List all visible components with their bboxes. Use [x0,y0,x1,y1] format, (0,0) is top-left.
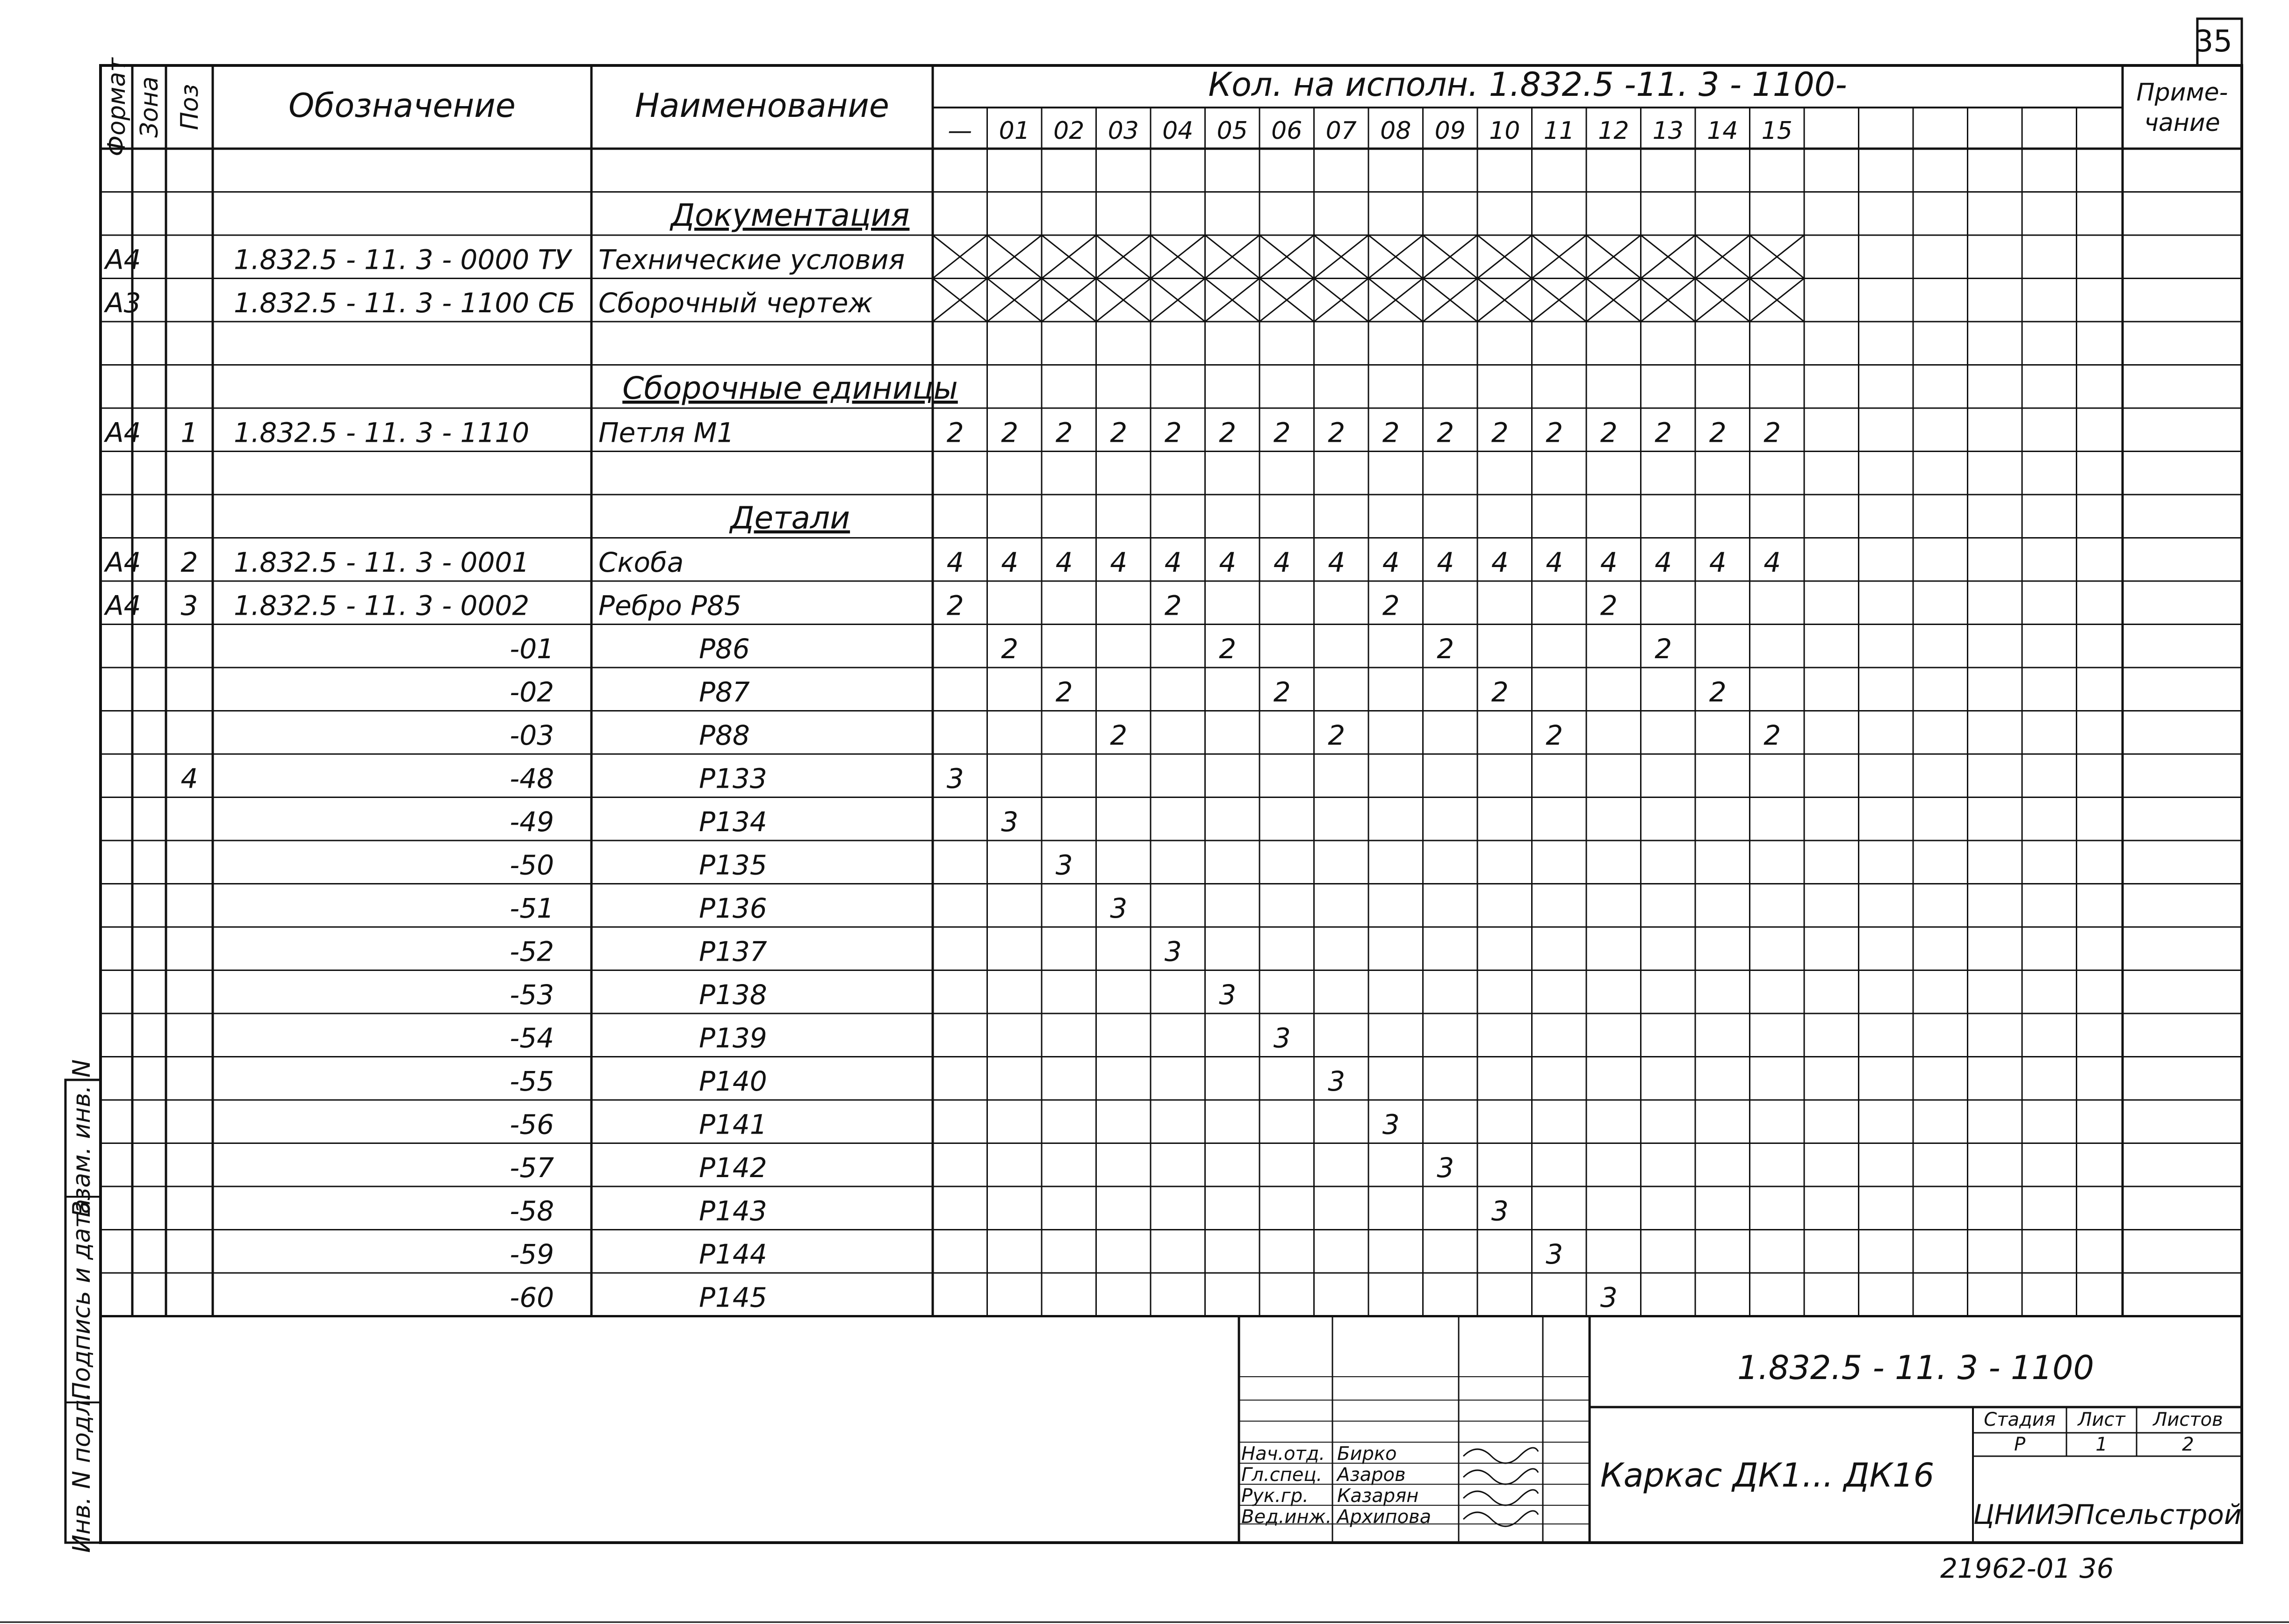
qty-cell: 2 [1382,417,1400,449]
row-designation: -50 [510,849,554,881]
row-name: Сборочный чертеж [598,287,873,319]
qty-cell: 2 [1164,589,1182,622]
qty-cell: 2 [1219,417,1237,449]
variant-column-header: 02 [1053,117,1085,145]
row-designation: -03 [510,719,554,751]
qty-cell: 4 [1055,546,1073,578]
row-designation: -54 [510,1022,554,1054]
variant-column-header: 01 [999,117,1030,145]
row-name: Р141 [699,1108,767,1141]
qty-cell: 2 [1600,417,1618,449]
row-designation: -59 [510,1238,554,1270]
qty-cell: 4 [1546,546,1563,578]
header-name: Наименование [635,86,889,125]
qty-cell: 4 [1764,546,1781,578]
qty-cell: 2 [1001,417,1019,449]
qty-cell: 2 [1655,417,1672,449]
qty-cell: 4 [1655,546,1672,578]
row-name: Р143 [699,1195,767,1227]
qty-cell: 2 [1546,719,1563,751]
row-format: А4 [105,589,141,622]
variant-column-header: 09 [1434,117,1466,145]
qty-cell: 2 [1764,417,1781,449]
row-name: Р142 [699,1152,767,1184]
variant-column-header: 15 [1761,117,1792,145]
qty-cell: 2 [1219,633,1237,665]
row-name: Р138 [699,979,767,1011]
row-name: Р144 [699,1238,767,1270]
header-format: Формат [103,57,131,157]
qty-cell: 2 [1001,633,1019,665]
row-name: Р145 [699,1281,767,1314]
section-heading: Документация [670,197,910,233]
header-qty-title: Кол. на исполн. 1.832.5 -11. 3 - 1100- [1208,65,1847,104]
qty-cell: 3 [1600,1281,1618,1314]
title-block [1239,1316,2242,1543]
qty-cell: 2 [946,589,964,622]
person-name: Азаров [1337,1464,1406,1486]
qty-cell: 4 [946,546,964,578]
variant-column-header: 13 [1652,117,1684,145]
person-name: Казарян [1337,1485,1419,1507]
row-name: Скоба [598,546,684,578]
row-designation: 1.832.5 - 11. 3 - 0000 ТУ [234,244,571,276]
qty-cell: 4 [1437,546,1454,578]
signature-mark [1463,1448,1538,1463]
row-designation: -58 [510,1195,554,1227]
row-format: А3 [105,287,141,319]
qty-cell: 3 [1491,1195,1509,1227]
sheet-label: Лист [2078,1409,2125,1430]
qty-cell: 2 [1600,589,1618,622]
qty-cell: 3 [1546,1238,1563,1270]
variant-column-header: 08 [1380,117,1411,145]
qty-cell: 2 [1328,719,1346,751]
section-heading: Детали [730,500,850,536]
row-designation: -02 [510,676,554,708]
qty-cell: 2 [1655,633,1672,665]
signature-mark [1463,1469,1538,1484]
qty-cell: 2 [946,417,964,449]
variant-column-header: 04 [1162,117,1194,145]
variant-column-header: 07 [1325,117,1357,145]
qty-cell: 3 [1164,935,1182,968]
role-label: Нач.отд. [1241,1443,1325,1465]
qty-cell: 4 [1219,546,1237,578]
row-designation: 1.832.5 - 11. 3 - 0002 [234,589,530,622]
row-name: Технические условия [598,244,905,276]
stage-label: Стадия [1984,1409,2056,1430]
qty-cell: 4 [1382,546,1400,578]
document-code: 1.832.5 - 11. 3 - 1100 [1737,1349,2094,1387]
qty-cell: 2 [1164,417,1182,449]
qty-cell: 2 [1055,417,1073,449]
row-name: Р87 [699,676,750,708]
qty-cell: 2 [1055,676,1073,708]
qty-cell: 3 [1437,1152,1454,1184]
variant-column-header: 03 [1108,117,1139,145]
row-format: А4 [105,417,141,449]
qty-cell: 2 [1110,417,1128,449]
row-designation: -51 [510,892,554,924]
stage-value: Р [2014,1434,2026,1455]
qty-cell: 2 [1273,417,1291,449]
qty-cell: 3 [1055,849,1073,881]
signature-mark [1463,1490,1538,1505]
item-name: Каркас ДК1... ДК16 [1600,1456,1935,1495]
row-designation: -55 [510,1065,554,1097]
row-designation: -53 [510,979,554,1011]
row-name: Р139 [699,1022,767,1054]
qty-cell: 3 [946,762,964,795]
qty-cell: 4 [1491,546,1509,578]
variant-column-header: 11 [1543,117,1575,145]
row-pos: 1 [180,417,198,449]
qty-cell: 2 [1328,417,1346,449]
qty-cell: 3 [1382,1108,1400,1141]
header-note-line1: Приме- [2136,79,2228,107]
header-designation: Обозначение [288,86,516,125]
row-name: Р133 [699,762,767,795]
row-name: Р140 [699,1065,767,1097]
row-designation: 1.832.5 - 11. 3 - 1100 СБ [234,287,576,319]
side-stamp-label: Подпись и дата [68,1199,96,1401]
qty-cell: 4 [1164,546,1182,578]
variant-column-header: 14 [1707,117,1738,145]
row-pos: 2 [180,546,198,578]
qty-cell: 2 [1764,719,1781,751]
header-pos: Поз [176,84,204,130]
row-designation: -57 [510,1152,554,1184]
qty-cell: 3 [1001,806,1019,838]
row-pos: 3 [180,589,198,622]
qty-cell: 2 [1437,633,1454,665]
qty-cell: 2 [1491,676,1509,708]
row-name: Петля М1 [598,417,734,449]
side-stamp-label: Инв. N подл. [68,1392,96,1553]
row-designation: 1.832.5 - 11. 3 - 1110 [234,417,530,449]
page-number: 35 [2194,24,2232,59]
row-name: Р86 [699,633,750,665]
row-name: Р135 [699,849,767,881]
organization: ЦНИИЭПсельстрой [1973,1499,2242,1531]
qty-cell: 4 [1110,546,1128,578]
row-designation: -56 [510,1108,554,1141]
row-designation: -60 [510,1281,554,1314]
role-label: Рук.гр. [1241,1485,1309,1507]
row-name: Р134 [699,806,767,838]
qty-cell: 2 [1709,417,1727,449]
header-note-line2: чание [2144,109,2220,137]
qty-cell: 4 [1328,546,1346,578]
row-designation: -52 [510,935,554,968]
qty-cell: 4 [1273,546,1291,578]
row-designation: -48 [510,762,554,795]
row-pos: 4 [180,762,198,795]
qty-cell: 2 [1546,417,1563,449]
row-designation: 1.832.5 - 11. 3 - 0001 [234,546,530,578]
footer-code: 21962-01 36 [1940,1552,2114,1584]
row-name: Р136 [699,892,767,924]
qty-cell: 2 [1382,589,1400,622]
variant-column-header: — [948,117,972,145]
qty-cell: 4 [1709,546,1727,578]
variant-column-header: 12 [1598,117,1629,145]
sheet-value: 1 [2095,1434,2108,1455]
side-stamp [65,1059,101,1553]
row-name: Р137 [699,935,767,968]
variant-column-header: 10 [1489,117,1520,145]
row-format: А4 [105,546,141,578]
qty-cell: 3 [1110,892,1128,924]
person-name: Архипова [1337,1506,1432,1528]
spec-table-cells [103,57,2228,1314]
row-designation: -01 [510,633,554,665]
qty-cell: 2 [1110,719,1128,751]
variant-column-header: 06 [1271,117,1303,145]
header-zone: Зона [136,76,164,138]
qty-cell: 3 [1219,979,1237,1011]
row-name: Р88 [699,719,750,751]
row-format: А4 [105,244,141,276]
row-designation: -49 [510,806,554,838]
role-label: Гл.спец. [1241,1464,1323,1486]
qty-cell: 3 [1328,1065,1346,1097]
qty-cell: 3 [1273,1022,1291,1054]
qty-cell: 4 [1600,546,1618,578]
section-heading: Сборочные единицы [622,370,958,406]
qty-cell: 2 [1273,676,1291,708]
qty-cell: 4 [1001,546,1019,578]
person-name: Бирко [1337,1443,1397,1465]
qty-cell: 2 [1491,417,1509,449]
sheets-label: Листов [2153,1409,2223,1430]
variant-column-header: 05 [1216,117,1248,145]
side-stamp-label: Взам. инв. N [68,1059,96,1217]
sheets-value: 2 [2182,1434,2194,1455]
qty-cell: 2 [1437,417,1454,449]
qty-cell: 2 [1709,676,1727,708]
role-label: Вед.инж. [1241,1506,1332,1528]
row-name: Ребро Р85 [598,589,741,622]
